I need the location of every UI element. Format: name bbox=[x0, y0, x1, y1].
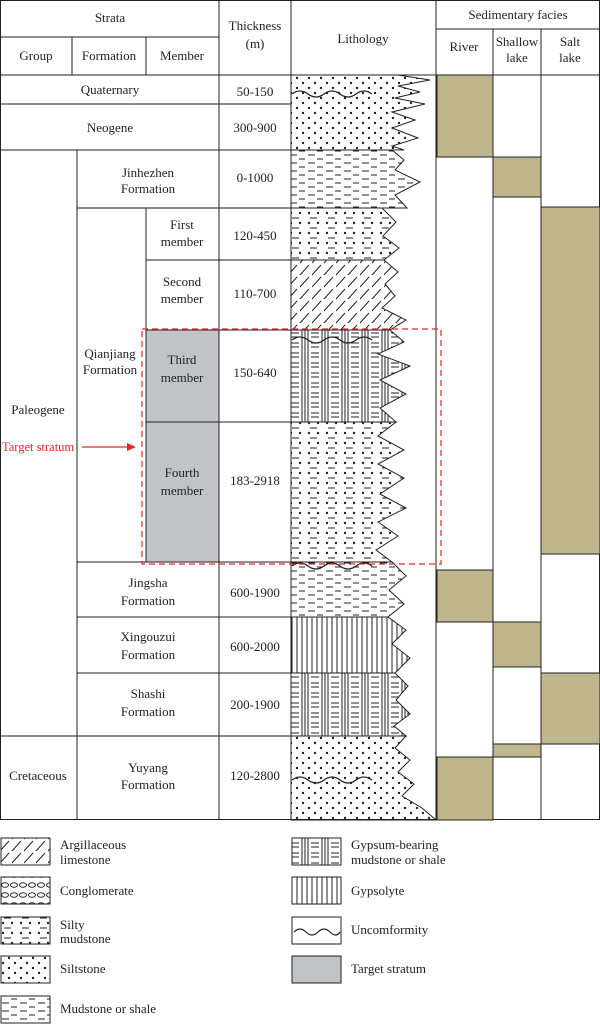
facies-shallow-lake bbox=[493, 157, 541, 757]
legend-swatch-argillaceous bbox=[1, 838, 50, 865]
legend-swatch-siltstone bbox=[1, 956, 50, 983]
header-strata: Strata bbox=[94, 10, 126, 25]
row-fourth-member-1: Fourth bbox=[164, 465, 200, 480]
facies-salt-lake bbox=[541, 207, 600, 744]
legend-argillaceous-1: Argillaceous bbox=[60, 837, 127, 852]
thk-first-member: 120-450 bbox=[233, 228, 277, 243]
row-shashi-2: Formation bbox=[120, 704, 176, 719]
target-arrow-head bbox=[127, 443, 136, 451]
header-river: River bbox=[449, 39, 479, 54]
legend-gypsolyte: Gypsolyte bbox=[351, 883, 405, 898]
row-qianjiang-2: Formation bbox=[82, 362, 138, 377]
row-second-member-1: Second bbox=[162, 274, 202, 289]
row-jingsha-2: Formation bbox=[120, 593, 176, 608]
thk-fourth-member: 183-2918 bbox=[230, 473, 280, 488]
thk-quaternary: 50-150 bbox=[236, 84, 274, 99]
header-shallow-lake-2: lake bbox=[506, 50, 528, 65]
legend-silty-1: Silty bbox=[60, 917, 85, 932]
target-stratum-label: Target stratum bbox=[2, 440, 75, 454]
row-jinhezhen-1: Jinhezhen bbox=[122, 165, 174, 180]
row-paleogene: Paleogene bbox=[11, 402, 65, 417]
legend-unconformity: Uncomformity bbox=[351, 922, 429, 937]
thk-shashi: 200-1900 bbox=[230, 697, 280, 712]
thk-yuyang: 120-2800 bbox=[230, 768, 280, 783]
row-neogene: Neogene bbox=[86, 120, 134, 135]
lithology-column bbox=[291, 75, 436, 820]
legend-swatch-target bbox=[292, 956, 341, 983]
legend-swatch-gypsum-bearing bbox=[292, 838, 341, 865]
header-salt-lake-1: Salt bbox=[559, 34, 581, 49]
thk-neogene: 300-900 bbox=[233, 120, 277, 135]
row-yuyang-2: Formation bbox=[120, 777, 176, 792]
row-third-member-1: Third bbox=[167, 352, 197, 367]
row-xingouzui-2: Formation bbox=[120, 647, 176, 662]
row-first-member-1: First bbox=[170, 217, 194, 232]
thk-jinhezhen: 0-1000 bbox=[236, 170, 274, 185]
row-fourth-member-2: member bbox=[160, 483, 204, 498]
header-thickness-unit: (m) bbox=[245, 36, 265, 51]
row-qianjiang-1: Qianjiang bbox=[84, 346, 136, 361]
header-member: Member bbox=[159, 48, 205, 63]
legend-swatch-conglomerate bbox=[1, 877, 50, 904]
legend bbox=[1, 837, 446, 1023]
legend-argillaceous-2: limestone bbox=[60, 852, 111, 867]
thk-jingsha: 600-1900 bbox=[230, 585, 280, 600]
legend-gypsum-bearing-1: Gypsum-bearing bbox=[351, 837, 439, 852]
header-thickness: Thickness bbox=[228, 18, 282, 33]
row-cretaceous: Cretaceous bbox=[9, 768, 67, 783]
row-first-member-2: member bbox=[160, 234, 204, 249]
legend-target: Target stratum bbox=[351, 961, 427, 976]
legend-siltstone: Siltstone bbox=[60, 961, 106, 976]
header-group: Group bbox=[19, 48, 53, 63]
header-formation: Formation bbox=[81, 48, 137, 63]
row-jinhezhen-2: Formation bbox=[120, 181, 176, 196]
row-jingsha-1: Jingsha bbox=[128, 575, 168, 590]
header-salt-lake-2: lake bbox=[559, 50, 581, 65]
header-shallow-lake-1: Shallow bbox=[495, 34, 539, 49]
legend-mudstone: Mudstone or shale bbox=[60, 1001, 157, 1016]
legend-swatch-silty bbox=[1, 917, 50, 944]
legend-swatch-gypsolyte bbox=[292, 877, 341, 904]
row-quaternary: Quaternary bbox=[80, 82, 140, 97]
header-lithology: Lithology bbox=[337, 31, 389, 46]
thk-xingouzui: 600-2000 bbox=[230, 639, 280, 654]
legend-swatch-unconformity bbox=[292, 917, 341, 944]
header-facies: Sedimentary facies bbox=[468, 7, 568, 22]
row-xingouzui-1: Xingouzui bbox=[120, 629, 176, 644]
legend-silty-2: mudstone bbox=[60, 931, 111, 946]
facies-river bbox=[437, 75, 493, 820]
legend-gypsum-bearing-2: mudstone or shale bbox=[351, 852, 446, 867]
row-yuyang-1: Yuyang bbox=[128, 760, 168, 775]
row-second-member-2: member bbox=[160, 291, 204, 306]
thk-third-member: 150-640 bbox=[233, 365, 277, 380]
thk-second-member: 110-700 bbox=[233, 286, 277, 301]
row-shashi-1: Shashi bbox=[130, 686, 166, 701]
row-third-member-2: member bbox=[160, 370, 204, 385]
legend-conglomerate: Conglomerate bbox=[60, 883, 134, 898]
legend-swatch-mudstone bbox=[1, 996, 50, 1023]
